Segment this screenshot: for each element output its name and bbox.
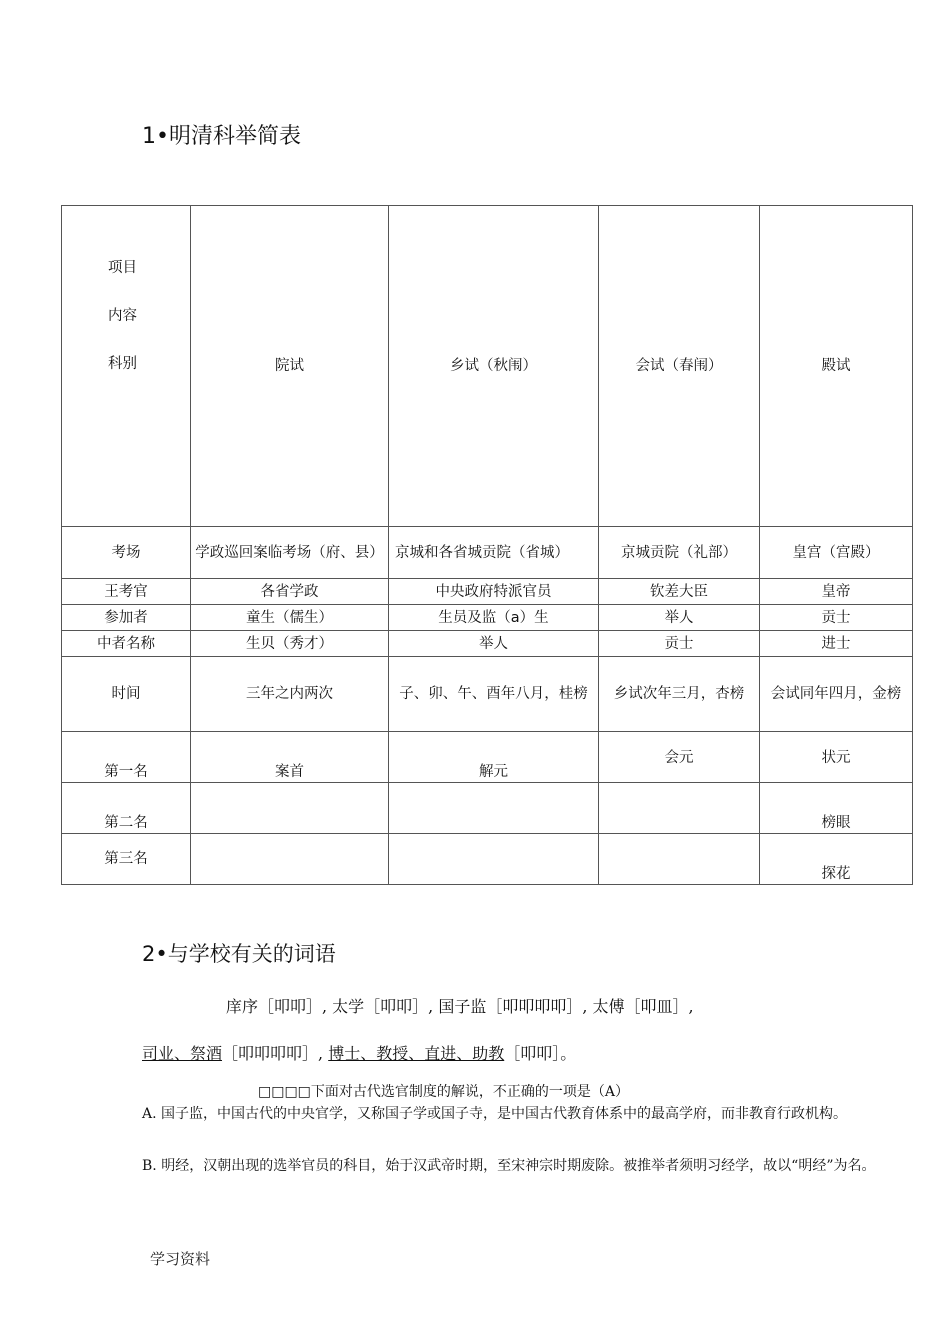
- table-cell: 京城和各省城贡院（省城）: [389, 527, 599, 579]
- table-cell: 各省学政: [191, 579, 389, 605]
- table-cell: 三年之内两次: [191, 657, 389, 732]
- table-cell: 生贝（秀才）: [191, 631, 389, 657]
- table-cell: 子、卯、午、酉年八月，桂榜: [389, 657, 599, 732]
- table-cell: 乡试次年三月，杏榜: [599, 657, 760, 732]
- row-label: 第二名: [62, 783, 191, 834]
- question-stem: □□□□下面对古代选官制度的解说，不正确的一项是（A）: [258, 1084, 630, 1100]
- table-row: [62, 527, 913, 579]
- vocab-term: 博士、教授、直进、助教: [328, 1044, 505, 1063]
- table-header-row: [62, 206, 913, 527]
- table-row: [62, 631, 913, 657]
- vocab-line-2: [142, 1043, 576, 1065]
- row-label: 考场: [62, 527, 191, 579]
- table-cell: 案首: [191, 732, 389, 783]
- table-cell: [191, 834, 389, 885]
- table-corner-cell: [62, 206, 191, 527]
- table-cell: 举人: [389, 631, 599, 657]
- table-cell: 皇帝: [760, 579, 913, 605]
- table-cell: 钦差大臣: [599, 579, 760, 605]
- column-header: 乡试（秋闱）: [389, 206, 599, 527]
- footer-note: 学习资料: [150, 1250, 211, 1268]
- table-cell: 贡士: [599, 631, 760, 657]
- table-cell: [599, 834, 760, 885]
- table-cell: 状元: [760, 732, 913, 783]
- table-cell: 贡士: [760, 605, 913, 631]
- question-option-b: B. 明经，汉朝出现的选举官员的科目，始于汉武帝时期，至宋神宗时期废除。被推举者须明习经学，故以“明经”为名。: [142, 1158, 876, 1174]
- corner-line: 项目: [108, 260, 137, 276]
- column-header: 院试: [191, 206, 389, 527]
- table-cell: 中央政府特派官员: [389, 579, 599, 605]
- row-label: 中者名称: [62, 631, 191, 657]
- table-cell: 会元: [599, 732, 760, 783]
- row-label: 第一名: [62, 732, 191, 783]
- exam-table: [61, 205, 913, 885]
- column-header: 会试（春闱）: [599, 206, 760, 527]
- table-cell: 京城贡院（礼部）: [599, 527, 760, 579]
- row-label: 第三名: [62, 834, 191, 885]
- row-label: 王考官: [62, 579, 191, 605]
- vocab-pinyin: ［叩叩］。: [504, 1044, 577, 1063]
- table-row: [62, 579, 913, 605]
- row-label: 时间: [62, 657, 191, 732]
- table-cell: 举人: [599, 605, 760, 631]
- table-cell: 皇宫（宫殿）: [760, 527, 913, 579]
- table-cell: 学政巡回案临考场（府、县）: [191, 527, 389, 579]
- table-cell: 童生（儒生）: [191, 605, 389, 631]
- table-cell: 进士: [760, 631, 913, 657]
- table-row: [62, 783, 913, 834]
- table-row: [62, 605, 913, 631]
- table-row: [62, 657, 913, 732]
- table-cell: [191, 783, 389, 834]
- table-cell: 解元: [389, 732, 599, 783]
- table-cell: [389, 783, 599, 834]
- table-cell: 榜眼: [760, 783, 913, 834]
- table-row: [62, 834, 913, 885]
- table-row: [62, 732, 913, 783]
- vocab-line-1: 庠序［叩叩］, 太学［叩叩］, 国子监［叩叩叩叩］, 太傅［叩皿］,: [226, 997, 694, 1016]
- table-cell: 探花: [760, 834, 913, 885]
- corner-line: 内容: [108, 308, 137, 324]
- table-cell: 会试同年四月，金榜: [760, 657, 913, 732]
- vocab-term: 司业、祭酒: [142, 1044, 223, 1063]
- corner-line: 科别: [108, 356, 137, 372]
- table-cell: [599, 783, 760, 834]
- table-cell: [389, 834, 599, 885]
- vocab-pinyin: ［叩叩叩叩］,: [222, 1044, 329, 1063]
- question-option-a: A. 国子监，中国古代的中央官学，又称国子学或国子寺，是中国古代教育体系中的最高学府，而非教育行政机构。: [142, 1106, 848, 1122]
- table-cell: 生员及监（a）生: [389, 605, 599, 631]
- section-1-title: 1•明清科举简表: [142, 124, 301, 149]
- section-2-title: 2•与学校有关的词语: [142, 942, 336, 966]
- row-label: 参加者: [62, 605, 191, 631]
- column-header: 殿试: [760, 206, 913, 527]
